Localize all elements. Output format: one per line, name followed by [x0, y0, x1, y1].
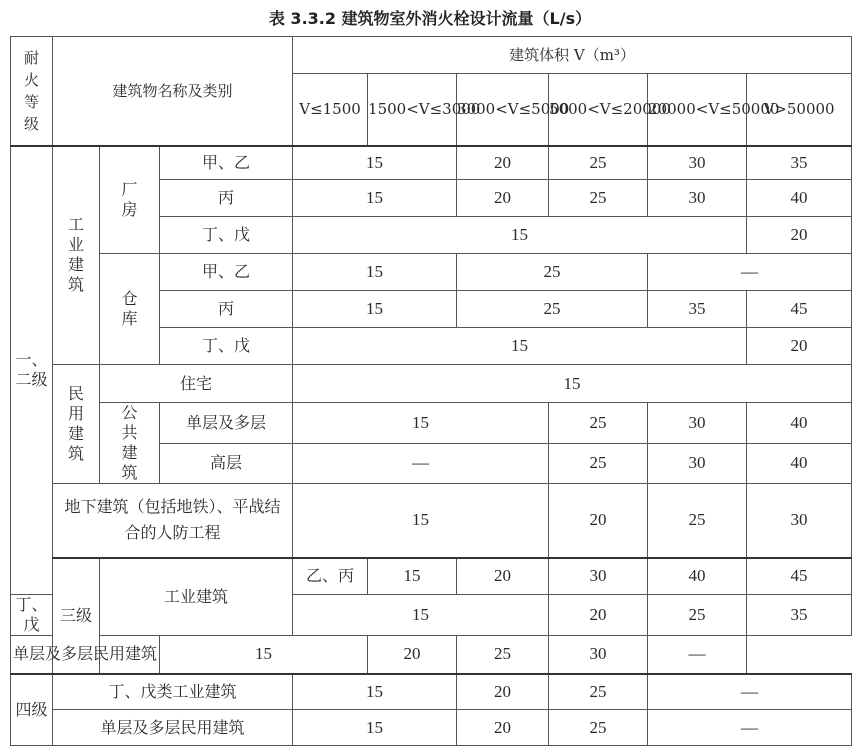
- type-label: 乙、丙: [293, 558, 368, 595]
- value-cell: —: [648, 636, 747, 674]
- value-cell: 20: [549, 595, 648, 636]
- value-cell: 45: [747, 558, 852, 595]
- value-cell: 25: [549, 674, 648, 710]
- grade-label: 四级: [11, 674, 53, 746]
- type-label: 单层及多层民用建筑: [53, 710, 293, 746]
- header-building-volume: 建筑体积 V（m³）: [293, 37, 852, 74]
- value-cell: 15: [293, 403, 549, 444]
- value-cell: 25: [549, 146, 648, 180]
- type-label: 住宅: [100, 365, 293, 403]
- flow-rate-table: [10, 36, 852, 746]
- category-label: 民用建筑: [53, 365, 100, 484]
- grade-label: 一、二级: [11, 146, 53, 595]
- value-cell: 25: [549, 443, 648, 484]
- value-cell: —: [648, 710, 852, 746]
- value-cell: 15: [293, 365, 852, 403]
- value-cell: 45: [747, 291, 852, 328]
- value-cell: 20: [457, 558, 549, 595]
- value-cell: 20: [747, 217, 852, 254]
- value-cell: 30: [549, 558, 648, 595]
- category-label: 工业建筑: [53, 146, 100, 365]
- value-cell: —: [648, 254, 852, 291]
- subcategory-label: 公共建筑: [100, 403, 160, 484]
- value-cell: 20: [549, 484, 648, 558]
- value-cell: 25: [457, 636, 549, 674]
- value-cell: 25: [648, 484, 747, 558]
- subcategory-label: 厂房: [100, 146, 160, 254]
- value-cell: 15: [293, 291, 457, 328]
- type-label: 甲、乙: [160, 254, 293, 291]
- value-cell: 40: [747, 180, 852, 217]
- value-cell: 40: [648, 558, 747, 595]
- value-cell: 30: [648, 180, 747, 217]
- value-cell: 15: [293, 710, 457, 746]
- value-cell: 15: [368, 558, 457, 595]
- value-cell: 30: [747, 484, 852, 558]
- header-vol-col: 1500<V≤3000: [368, 74, 457, 146]
- value-cell: 20: [457, 146, 549, 180]
- type-label: 丙: [160, 180, 293, 217]
- value-cell: 20: [457, 710, 549, 746]
- value-cell: 15: [293, 484, 549, 558]
- type-label: 丁、戊类工业建筑: [53, 674, 293, 710]
- value-cell: 40: [747, 403, 852, 444]
- value-cell: 30: [648, 403, 747, 444]
- value-cell: 20: [457, 180, 549, 217]
- value-cell: 15: [293, 328, 747, 365]
- value-cell: 25: [457, 291, 648, 328]
- table-title: 表 3.3.2 建筑物室外消火栓设计流量（L/s）: [268, 9, 592, 28]
- value-cell: —: [648, 674, 852, 710]
- value-cell: 35: [648, 291, 747, 328]
- subcategory-label: 仓库: [100, 254, 160, 365]
- header-vol-col: 3000<V≤5000: [457, 74, 549, 146]
- type-label: 地下建筑（包括地铁）、平战结合的人防工程: [53, 484, 293, 558]
- value-cell: 20: [368, 636, 457, 674]
- type-label: 丁、戊: [11, 595, 53, 636]
- header-vol-col: V>50000: [747, 74, 852, 146]
- value-cell: 15: [293, 180, 457, 217]
- type-label: 单层及多层: [160, 403, 293, 444]
- value-cell: 25: [549, 180, 648, 217]
- header-vol-col: 20000<V≤50000: [648, 74, 747, 146]
- header-vol-col: V≤1500: [293, 74, 368, 146]
- value-cell: 30: [549, 636, 648, 674]
- header-building-name: 建筑物名称及类别: [53, 37, 293, 146]
- value-cell: 25: [457, 254, 648, 291]
- value-cell: 25: [549, 710, 648, 746]
- type-label: 高层: [160, 443, 293, 484]
- type-label: 丙: [160, 291, 293, 328]
- header-fire-rating: 耐火等级: [11, 37, 53, 146]
- type-label: 丁、戊: [160, 328, 293, 365]
- value-cell: 40: [747, 443, 852, 484]
- value-cell: 15: [160, 636, 368, 674]
- value-cell: 35: [747, 146, 852, 180]
- value-cell: 15: [293, 595, 549, 636]
- header-vol-col: 5000<V≤20000: [549, 74, 648, 146]
- value-cell: 25: [549, 403, 648, 444]
- value-cell: 15: [293, 254, 457, 291]
- value-cell: 30: [648, 443, 747, 484]
- value-cell: 25: [648, 595, 747, 636]
- category-label: 工业建筑: [100, 558, 293, 636]
- grade-label: 三级: [53, 558, 100, 674]
- value-cell: 20: [747, 328, 852, 365]
- value-cell: 15: [293, 217, 747, 254]
- value-cell: 15: [293, 146, 457, 180]
- type-label: 甲、乙: [160, 146, 293, 180]
- value-cell: 35: [747, 595, 852, 636]
- type-label: 单层及多层民用建筑: [11, 636, 160, 674]
- value-cell: 15: [293, 674, 457, 710]
- value-cell: —: [293, 443, 549, 484]
- value-cell: 20: [457, 674, 549, 710]
- value-cell: 30: [648, 146, 747, 180]
- type-label: 丁、戊: [160, 217, 293, 254]
